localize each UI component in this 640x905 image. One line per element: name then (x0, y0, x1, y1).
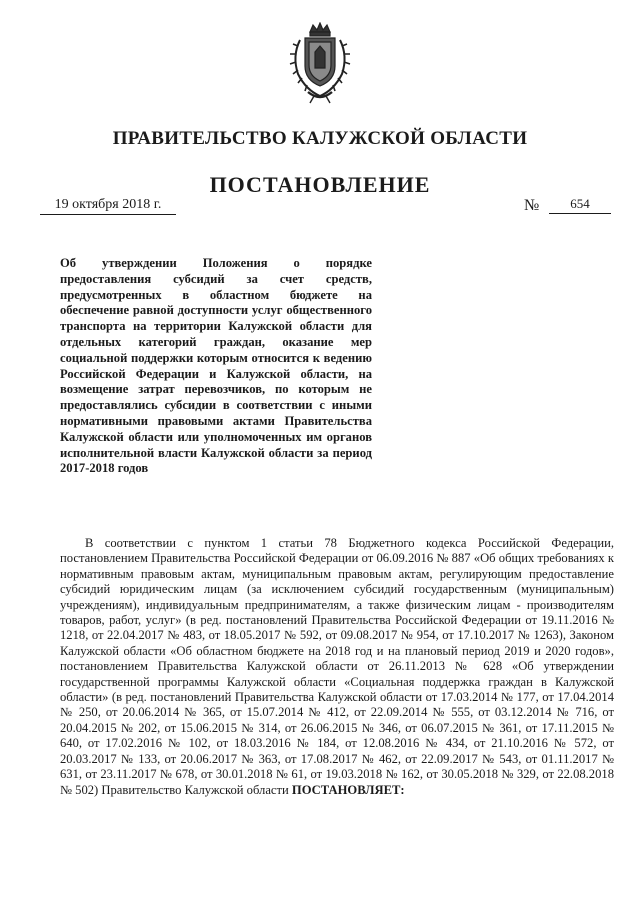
document-type: ПОСТАНОВЛЕНИЕ (209, 172, 431, 197)
body-paragraph (60, 536, 614, 798)
decree-word: ПОСТАНОВЛЯЕТ: (291, 782, 405, 797)
coat-of-arms-icon (286, 22, 354, 104)
government-name: ПРАВИТЕЛЬСТВО КАЛУЖСКОЙ ОБЛАСТИ (112, 128, 528, 149)
document-subject: Об утверждении Положения о порядке предоставления субсидий за счет средств, предусмотренных в областном бюджете на обеспечение равной доступности услуг общественного транспорта на территории Калужской области для отдельных категорий граждан, оказание мер социальной поддержки которым относится к ведению Российской Федерации и Калужской области, на возмещение затрат перевозчиков, по которым не предоставлялись субсидии в соответствии с иными нормативными правовыми актами Правительства Калужской области или уполномоченных им органов исполнительной власти Калужской области за период 2017-2018 годов (60, 256, 372, 476)
body-text: В соответствии с пунктом 1 статьи 78 Бюджетного кодекса Российской Федерации, постановлением Правительства Российской Федерации от 06.09.2016 № 887 «Об общих требованиях к нормативным правовым актам, муниципальным правовым актам, регулирующим предоставление субсидий юридическим лицам (за исключением субсидий государственным (муниципальным) учреждениям), индивидуальным предпринимателям, а также физическим лицам - производителям товаров, работ, услуг» (в ред. постановлений Правительства Российской Федерации от 19.11.2016 № 1218, от 22.04.2017 № 483, от 18.05.2017 № 592, от 09.08.2017 № 954, от 17.10.2017 № 1263), Законом Калужской области «Об областном бюджете на 2018 год и на плановый период 2019 и 2020 годов», постановлением Правительства Калужской области от 26.11.2013 № 628 «Об утверждении государственной программы Калужской области «Социальная поддержка граждан в Калужской области» (в ред. постановлений Правительства Калужской области от 17.03.2014 № 177, от 17.04.2014 № 250, от 20.06.2014 № 365, от 15.07.2014 № 412, от 22.09.2014 № 555, от 03.12.2014 № 716, от 20.04.2015 № 202, от 15.06.2015 № 314, от 26.06.2015 № 346, от 06.07.2015 № 361, от 17.11.2015 № 640, от 17.02.2016 № 102, от 18.03.2016 № 184, от 12.08.2016 № 434, от 21.10.2016 № 572, от 20.03.2017 № 133, от 20.06.2017 № 363, от 17.08.2017 № 462, от 22.09.2017 № 543, от 01.11.2017 № 631, от 23.11.2017 № 678, от 30.01.2018 № 61, от 19.03.2018 № 162, от 30.05.2018 № 329, от 22.08.2018 № 502) Правительство Калужской области (60, 536, 614, 797)
number-label: № (524, 197, 540, 214)
document-number: 654 (549, 196, 611, 214)
document-date: 19 октября 2018 г. (40, 197, 176, 215)
